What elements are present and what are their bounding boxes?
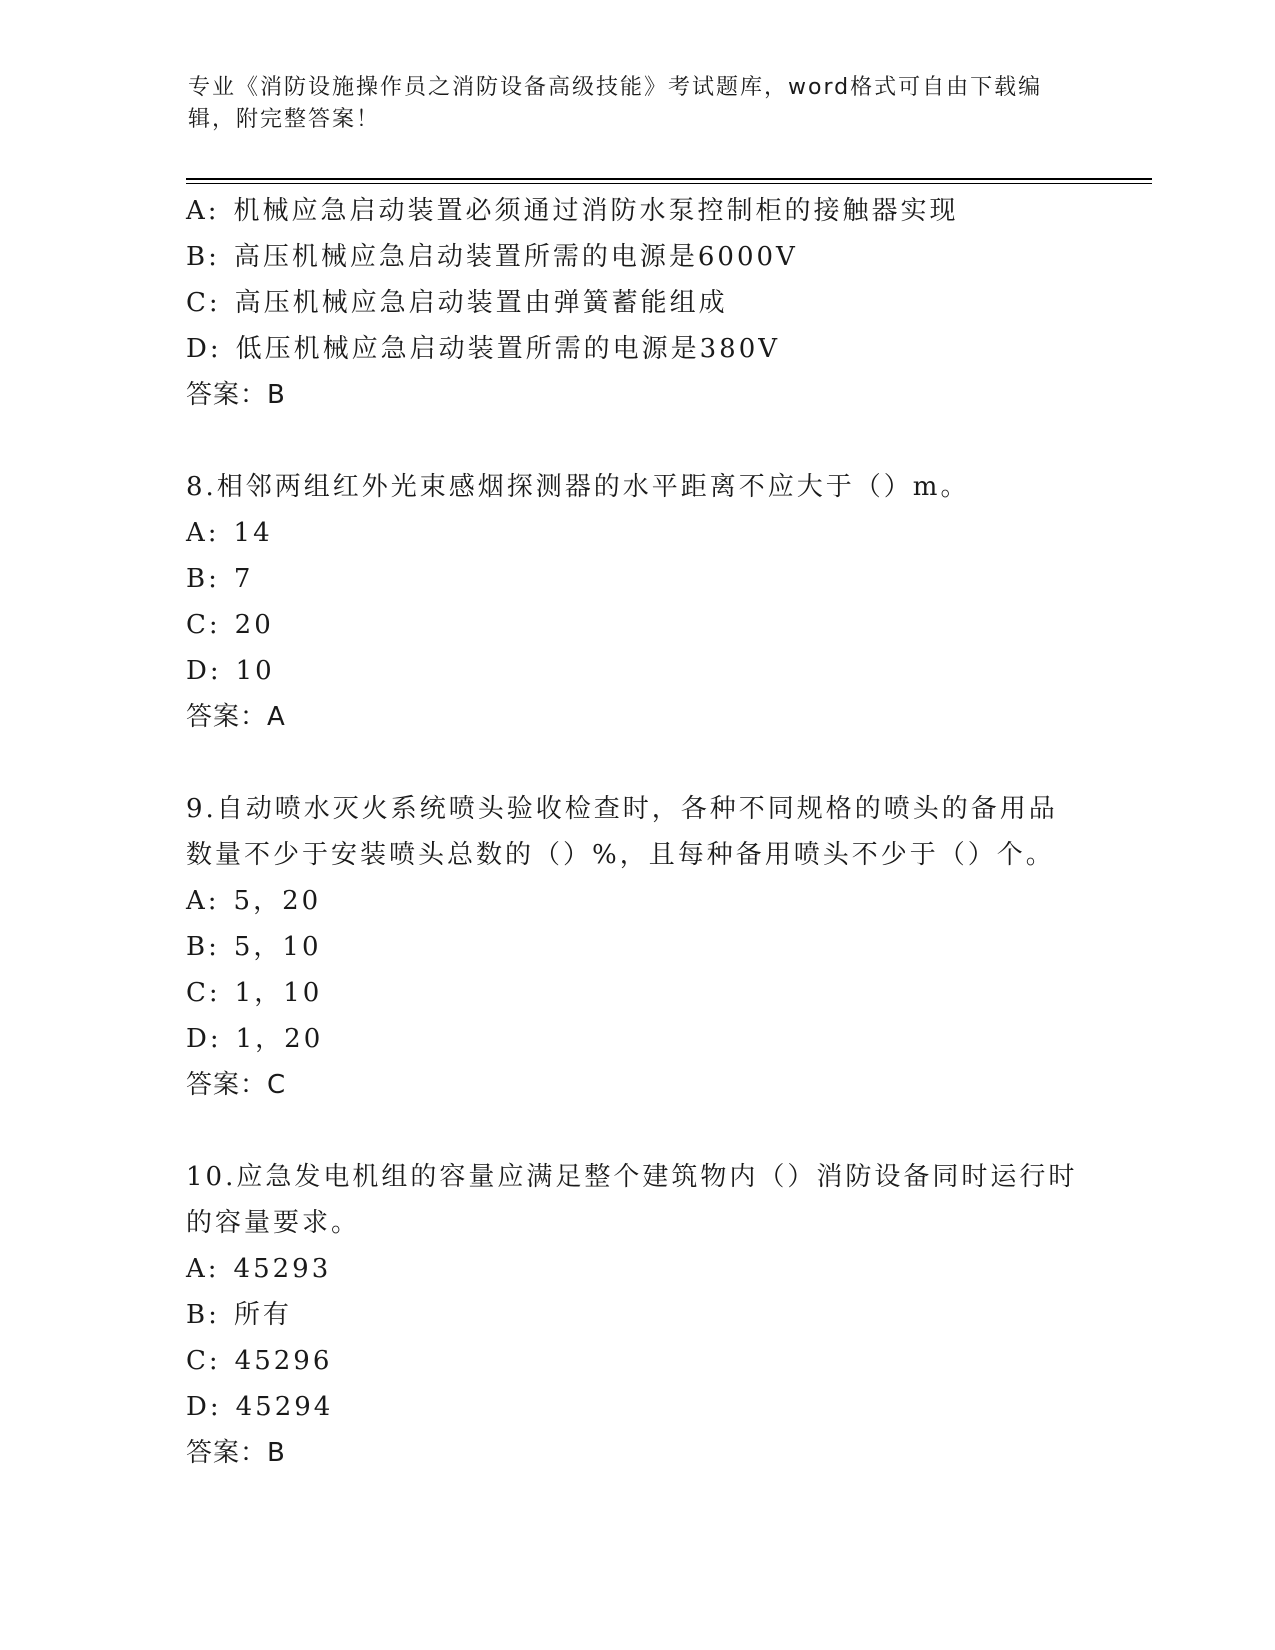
spacer — [186, 418, 1086, 464]
question-7 — [186, 188, 1086, 418]
question-8 — [186, 464, 1086, 740]
question-10 — [186, 1154, 1086, 1476]
option-d: D: 45294 — [186, 1392, 334, 1422]
document-header: 专业《消防设施操作员之消防设备高级技能》考试题库，word格式可自由下载编辑，附完整答案！ — [188, 75, 1043, 132]
answer-10: 答案：B — [186, 1438, 286, 1468]
option-d: D: 1，20 — [186, 1024, 324, 1054]
question-text-line-1: 9.自动喷水灭火系统喷头验收检查时，各种不同规格的喷头的备用品 — [186, 794, 1058, 824]
question-text-line-2: 数量不少于安装喷头总数的（）%，且每种备用喷头不少于（）个。 — [186, 840, 1055, 870]
answer-9: 答案：C — [186, 1070, 287, 1100]
question-text-line-2: 的容量要求。 — [186, 1208, 361, 1238]
option-b: B: 7 — [186, 564, 254, 594]
question-text: 8.相邻两组红外光束感烟探测器的水平距离不应大于（）m。 — [186, 472, 970, 502]
option-c: C: 45296 — [186, 1346, 333, 1376]
spacer — [186, 740, 1086, 786]
question-9 — [186, 786, 1086, 1108]
option-a: A: 机械应急启动装置必须通过消防水泵控制柜的接触器实现 — [186, 196, 959, 226]
option-b: B: 所有 — [186, 1300, 292, 1330]
header-rule-thin — [186, 183, 1152, 184]
option-c: C: 1，10 — [186, 978, 323, 1008]
option-b: B: 高压机械应急启动装置所需的电源是6000V — [186, 242, 798, 272]
spacer — [186, 1108, 1086, 1154]
header-rule-thick — [186, 178, 1152, 180]
question-text-line-1: 10.应急发电机组的容量应满足整个建筑物内（）消防设备同时运行时 — [186, 1162, 1078, 1192]
option-a: A: 5，20 — [186, 886, 322, 916]
option-d: D: 低压机械应急启动装置所需的电源是380V — [186, 334, 781, 364]
answer-7: 答案：B — [186, 380, 286, 410]
option-d: D: 10 — [186, 656, 275, 686]
question-list — [186, 188, 1086, 1476]
option-a: A: 14 — [186, 518, 273, 548]
option-b: B: 5，10 — [186, 932, 322, 962]
option-c: C: 高压机械应急启动装置由弹簧蓄能组成 — [186, 288, 728, 318]
answer-8: 答案：A — [186, 702, 286, 732]
option-c: C: 20 — [186, 610, 274, 640]
option-a: A: 45293 — [186, 1254, 332, 1284]
